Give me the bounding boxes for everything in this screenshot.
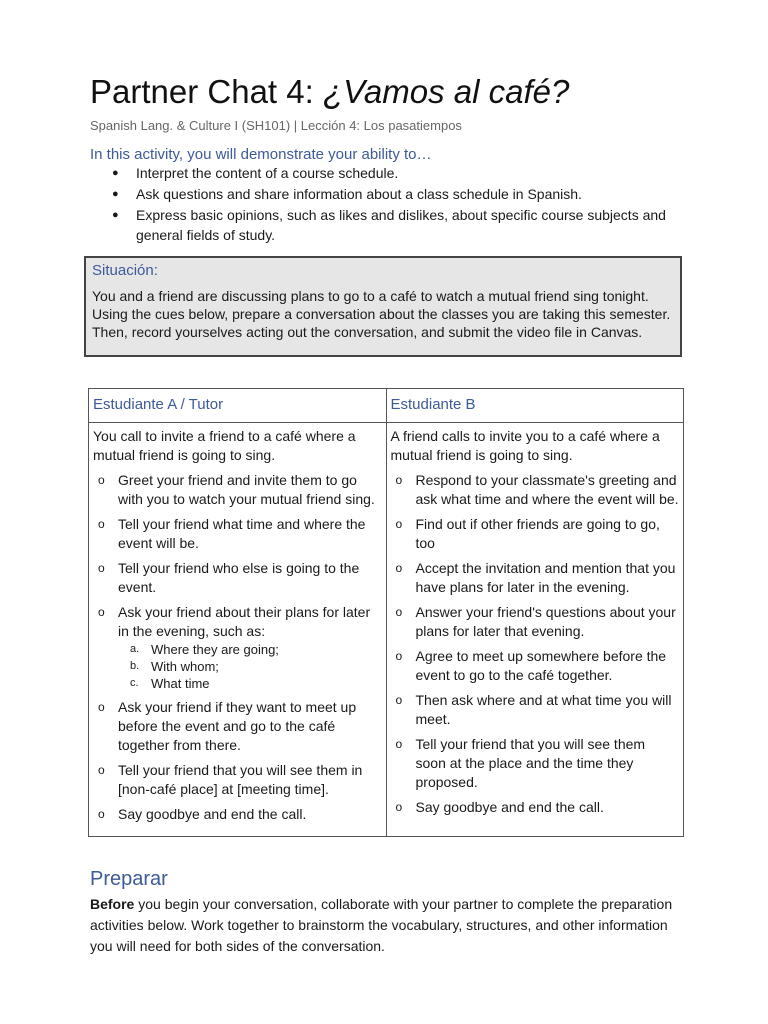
col-a-header: Estudiante A / Tutor: [89, 389, 387, 423]
list-item: [93, 603, 382, 692]
list-item: o Find out if other friends are going to go, too: [391, 515, 680, 553]
col-b-header: Estudiante B: [386, 389, 684, 423]
situacion-body: You and a friend are discussing plans to go to a café to watch a mutual friend sing tonight. Using the cues below, prepare a conversation about the classes you are taking this semester. Then, record yourselves acting out the conversation, and submit the video file in Canvas.: [92, 288, 671, 340]
title-italic: ¿Vamos al café?: [322, 73, 570, 110]
goals-list: [90, 163, 690, 246]
preparar-heading: Preparar: [90, 868, 168, 890]
col-b-cell: [386, 423, 684, 837]
list-item: o Tell your friend who else is going to the event.: [93, 559, 382, 597]
preparar-bold-lead: Before: [90, 896, 135, 912]
course-subtitle: Spanish Lang. & Culture I (SH101) | Lección 4: Los pasatiempos: [90, 118, 462, 133]
list-item: o Ask your friend if they want to meet up before the event and go to the café together from there.: [93, 698, 382, 755]
preparar-text: you begin your conversation, collaborate with your partner to complete the preparation activities below. Work together to brainstorm the vocabulary, structures, and other information you will need for both sides of the conversation.: [90, 896, 673, 954]
col-a-lead: You call to invite a friend to a café where a mutual friend is going to sing.: [93, 428, 356, 463]
goal-item: ● Ask questions and share information about a class schedule in Spanish.: [90, 184, 690, 204]
situacion-title: Situación:: [92, 262, 158, 279]
list-item: o Answer your friend's questions about your plans for later that evening.: [391, 603, 680, 641]
list-item: o Say goodbye and end the call.: [391, 798, 680, 817]
col-a-steps: [93, 471, 382, 824]
situacion-box: [84, 256, 682, 357]
list-item: o Respond to your classmate's greeting and ask what time and where the event will be.: [391, 471, 680, 509]
page-title: [90, 72, 569, 112]
goal-item: ● Interpret the content of a course schedule.: [90, 163, 690, 183]
list-item: o Accept the invitation and mention that you have plans for later in the evening.: [391, 559, 680, 597]
goal-item: ● Express basic opinions, such as likes and dislikes, about specific course subjects and general fields of study.: [90, 205, 690, 245]
list-item: o Tell your friend that you will see them in [non-café place] at [meeting time].: [93, 761, 382, 799]
intro-heading: In this activity, you will demonstrate your ability to…: [90, 146, 432, 163]
col-b-steps: [391, 471, 680, 817]
list-item: o Say goodbye and end the call.: [93, 805, 382, 824]
list-item: o Agree to meet up somewhere before the event to go to the café together.: [391, 647, 680, 685]
sub-list: [118, 641, 382, 692]
col-a-cell: [89, 423, 387, 837]
title-prefix: Partner Chat 4:: [90, 73, 323, 110]
list-item: o Then ask where and at what time you will meet.: [391, 691, 680, 729]
list-item: o Tell your friend what time and where the event will be.: [93, 515, 382, 553]
col-b-lead: A friend calls to invite you to a café where a mutual friend is going to sing.: [390, 428, 660, 463]
sub-list-item: a. Where they are going;: [118, 641, 382, 658]
list-item-text: Ask your friend about their plans for later in the evening, such as:: [118, 604, 371, 639]
roles-table: [88, 388, 684, 837]
sub-list-item: b. With whom;: [118, 658, 382, 675]
sub-list-item: c. What time: [118, 675, 382, 692]
list-item: o Greet your friend and invite them to go with you to watch your mutual friend sing.: [93, 471, 382, 509]
list-item: o Tell your friend that you will see them soon at the place and the time they proposed.: [391, 735, 680, 792]
preparar-body: [90, 894, 680, 957]
